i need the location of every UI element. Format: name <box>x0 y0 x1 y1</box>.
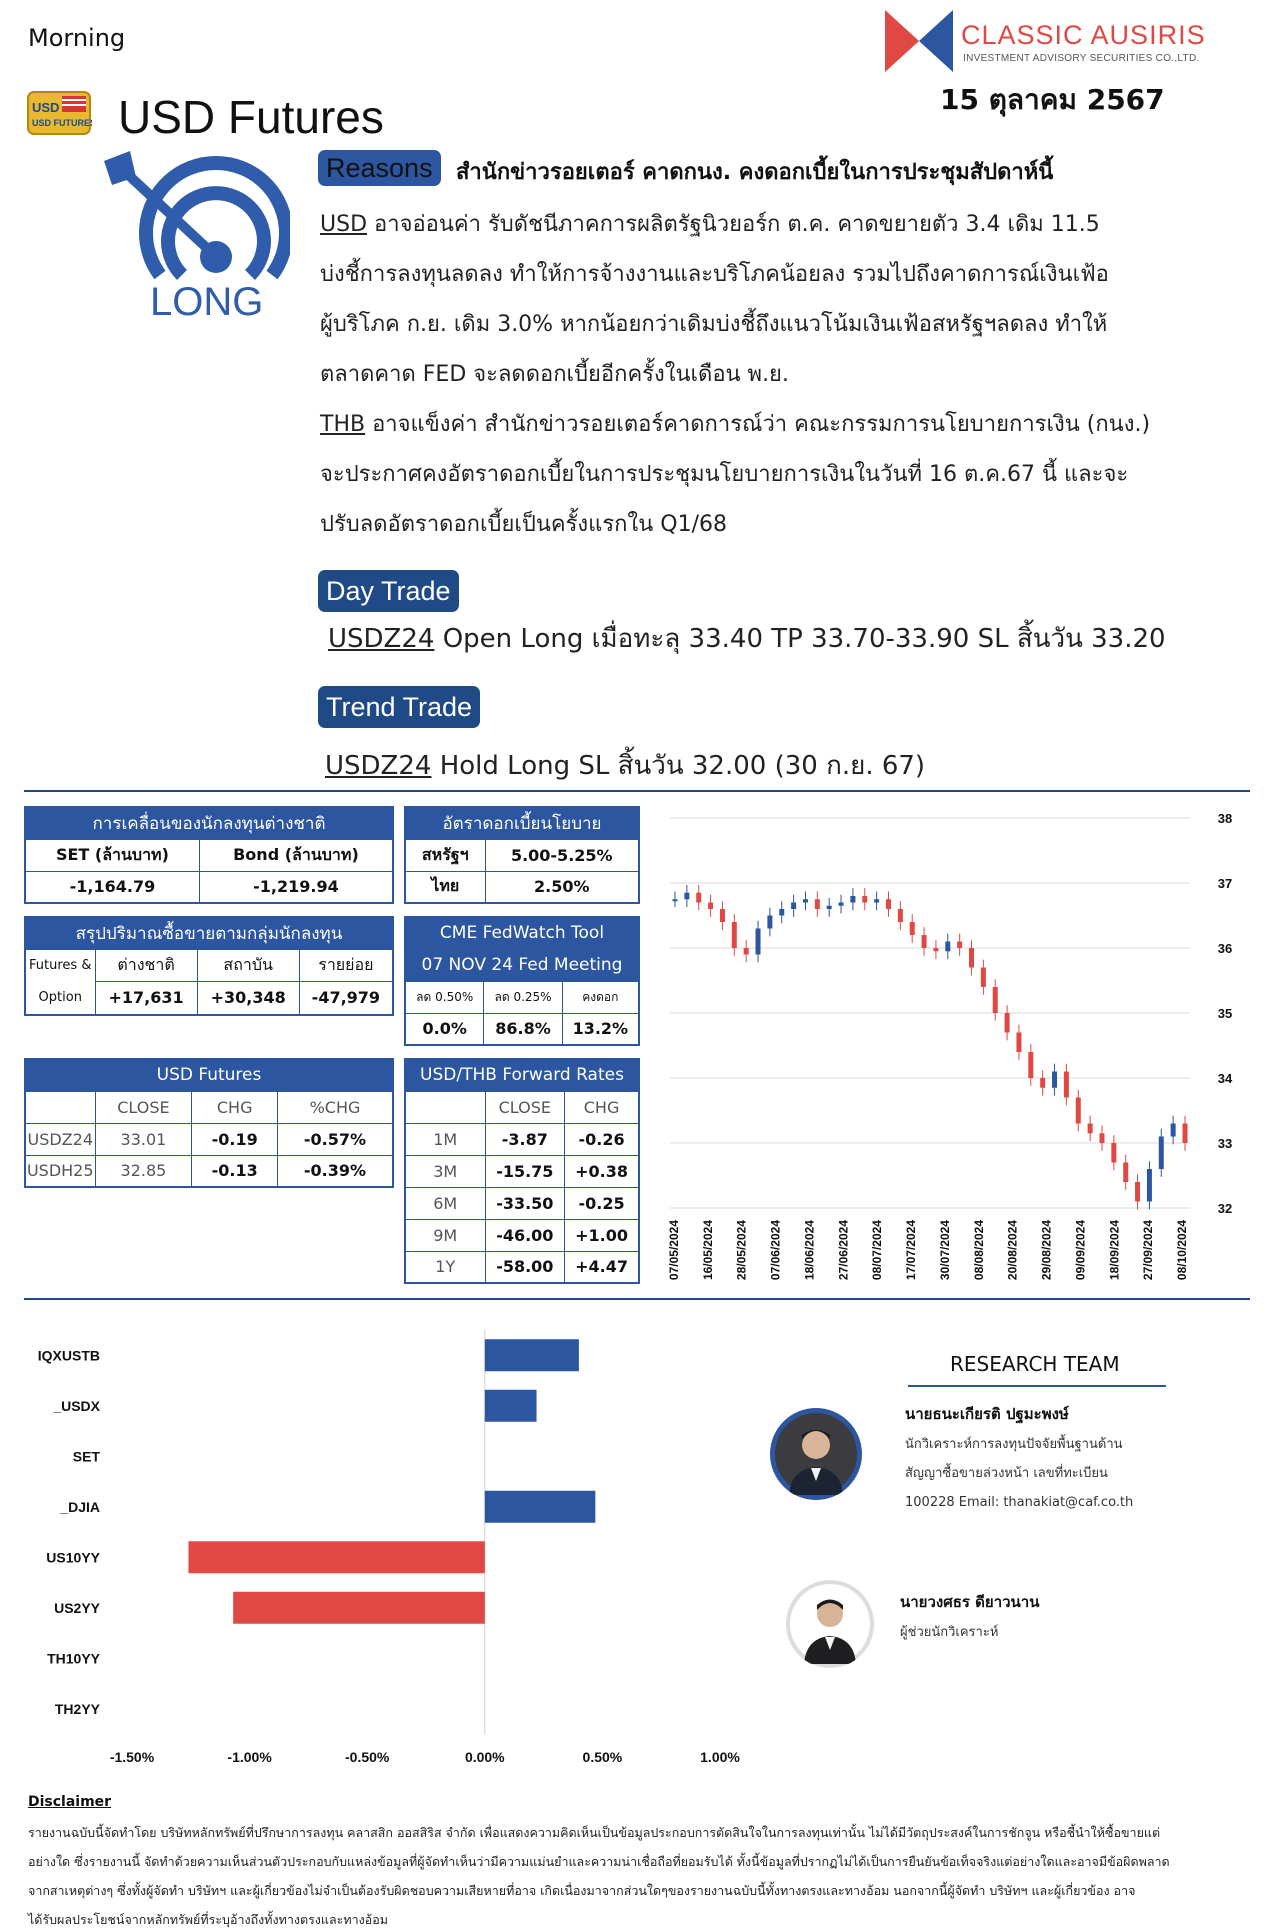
usd-reason-line-1: USD อาจอ่อนค่า รับดัชนีภาคการผลิตรัฐนิวยอร์ก ต.ค. คาดขยายตัว 3.4 เดิม 11.5 <box>320 212 1100 237</box>
usd-reason-line-4: ตลาดคาด FED จะลดดอกเบี้ยอีกครั้งในเดือน พ.ย. <box>320 362 789 387</box>
candle-body <box>1005 1013 1010 1033</box>
person-photo-icon <box>790 1584 870 1664</box>
forward-rates-chg: +1.00 <box>565 1219 639 1251</box>
foreign-flow-title: การเคลื่อนของนักลงทุนต่างชาติ <box>25 807 393 839</box>
policy-rate-th-value: 2.50% <box>485 871 639 903</box>
y-tick-label: 33 <box>1217 1136 1233 1151</box>
x-tick-label: 27/09/2024 <box>1141 1220 1156 1281</box>
y-tick-label: 32 <box>1217 1201 1233 1216</box>
candle-body <box>1064 1072 1069 1098</box>
fedwatch-title: CME FedWatch Tool <box>405 917 639 949</box>
x-tick-label: 29/08/2024 <box>1039 1220 1054 1281</box>
investor-summary-retail-value: -47,979 <box>299 982 393 1015</box>
usd-futures-row-name: USDH25 <box>25 1155 95 1187</box>
usd-futures-header-close: CLOSE <box>95 1091 192 1123</box>
x-tick-label: 08/10/2024 <box>1175 1220 1189 1281</box>
table-row <box>25 1155 393 1187</box>
table-row <box>25 1123 393 1155</box>
candle-body <box>803 899 808 902</box>
forward-rates-chg: -0.26 <box>565 1123 639 1155</box>
candle-body <box>1111 1143 1116 1163</box>
reasons-headline: สำนักข่าวรอยเตอร์ คาดกนง. คงดอกเบี้ยในการประชุมสัปดาห์นี้ <box>456 160 1054 185</box>
section-divider-bottom <box>24 1298 1250 1300</box>
fedwatch-hold-value: 13.2% <box>562 1013 639 1045</box>
candle-body <box>933 948 938 951</box>
x-tick-label: 18/06/2024 <box>802 1220 817 1281</box>
candle-body <box>945 942 950 952</box>
candle-body <box>815 899 820 909</box>
forward-rates-close: -3.87 <box>485 1123 565 1155</box>
candle-body <box>827 906 832 909</box>
candle-body <box>696 893 701 903</box>
table-row <box>405 1155 639 1187</box>
bar-category-label: US2YY <box>54 1599 100 1616</box>
thb-reason-line-2: จะประกาศคงอัตราดอกเบี้ยในการประชุมนโยบายการเงินในวันที่ 16 ต.ค.67 นี้ และจะ <box>320 462 1129 487</box>
forward-rates-tenor: 1Y <box>405 1251 485 1283</box>
policy-rate-table <box>404 806 640 904</box>
candle-body <box>839 903 844 906</box>
researcher-1-desc-2: สัญญาซื้อขายล่วงหน้า เลขที่ทะเบียน <box>905 1466 1108 1481</box>
candle-body <box>1135 1182 1140 1202</box>
forward-rates-header-close: CLOSE <box>485 1091 565 1123</box>
x-tick-label: -0.50% <box>345 1749 390 1765</box>
investor-summary-col-retail: รายย่อย <box>299 949 393 982</box>
bar-category-label: _DJIA <box>60 1498 100 1515</box>
page-title: USD Futures <box>118 91 384 143</box>
research-team-underline <box>908 1385 1166 1387</box>
candle-body <box>708 903 713 910</box>
forward-rates-tenor: 6M <box>405 1187 485 1219</box>
usd-reason-line-3: ผู้บริโภค ก.ย. เดิม 3.0% หากน้อยกว่าเดิมบ่งชี้ถึงแนวโน้มเงินเฟ้อสหรัฐฯลดลง ทำให้ <box>320 312 1108 337</box>
table-row <box>405 1251 639 1283</box>
x-tick-label: -1.00% <box>227 1749 272 1765</box>
usd-reason-line-2: บ่งชี้การลงทุนลดลง ทำให้การจ้างงานและบริโภคน้อยลง รวมไปถึงคาดการณ์เงินเฟ้อ <box>320 262 1109 287</box>
svg-text:USD FUTURES: USD FUTURES <box>32 118 92 128</box>
researcher-1-desc-1: นักวิเคราะห์การลงทุนปัจจัยพื้นฐานด้าน <box>905 1437 1123 1452</box>
candle-body <box>732 922 737 948</box>
forward-rates-close: -46.00 <box>485 1219 565 1251</box>
candle-body <box>673 899 678 901</box>
usdthb-price-chart <box>660 798 1250 1303</box>
trend-trade-line: USDZ24 Hold Long SL สิ้นวัน 32.00 (30 ก.ย. 67) <box>325 751 926 781</box>
candle-body <box>898 909 903 922</box>
investor-summary-institution-value: +30,348 <box>197 982 299 1015</box>
policy-rate-title: อัตราดอกเบี้ยนโยบาย <box>405 807 639 839</box>
y-tick-label: 35 <box>1217 1006 1233 1021</box>
candle-body <box>993 987 998 1013</box>
foreign-flow-col-bond: Bond (ล้านบาท) <box>199 839 393 871</box>
disclaimer-text: รายงานฉบับนี้จัดทำโดย บริษัทหลักทรัพย์ที่ปรึกษาการลงทุน คลาสสิก ออสสิริส จำกัด เพื่อแสดงความคิดเห็นเป็นข้อมูลประกอบการตัดสินใจในการลงทุนเท่านั้น ไม่ได้มีวัตถุประสงค์ในการชักจูน หรือชี้นำให้ซื้อขายแต่ อย่างใด ซึ่งรายงานนี้ จัดทำด้วยความเห็นส่วนตัวประกอบกับแหล่งข้อมูลที่ผู้จัดทำเห็นว่ามีความแม่นยำและความน่าเชื่อถือที่ยอมรับได้ ทั้งนี้ข้อมูลที่ปรากฏไม่ได้เป็นการยืนยันข้อเท็จจริงแต่อย่างใดและอาจมีข้อผิดพลาด จากสาเหตุต่างๆ ซึ่งทั้งผู้จัดทำ บริษัทฯ และผู้เกี่ยวข้องไม่จำเป็นต้องรับผิดชอบความเสียหายที่อาจ เกิดเนื่องมาจากส่วนใดๆของรายงานฉบับนี้ทั้งทางตรงและทางอ้อม นอกจากนี้ผู้จัดทำ บริษัทฯ และผู้เกี่ยวข้อง อาจ ได้รับผลประโยชน์จากหลักทรัพย์ที่ระบุอ้างถึงทั้งทางตรงและทางอ้อม <box>28 1825 1170 1927</box>
fedwatch-cut-50-value: 0.0% <box>405 1013 484 1045</box>
x-tick-label: 07/05/2024 <box>667 1220 681 1281</box>
x-tick-label: 28/05/2024 <box>734 1220 749 1281</box>
policy-rate-th-label: ไทย <box>405 871 485 903</box>
candle-body <box>886 899 891 909</box>
trend-trade-symbol: USDZ24 <box>325 751 432 781</box>
avatar <box>786 1580 874 1668</box>
forward-rates-table <box>404 1058 640 1284</box>
candle-body <box>684 893 689 900</box>
day-trade-label: Day Trade <box>318 570 459 612</box>
candle-body <box>779 909 784 916</box>
person-photo-icon <box>775 1413 857 1495</box>
x-tick-label: 0.00% <box>464 1749 505 1765</box>
usd-futures-row-name: USDZ24 <box>25 1123 95 1155</box>
day-trade-symbol: USDZ24 <box>328 624 435 654</box>
usd-futures-header-blank <box>25 1091 95 1123</box>
candle-body <box>850 896 855 903</box>
table-row <box>405 1187 639 1219</box>
forward-rates-header-chg: CHG <box>565 1091 639 1123</box>
usd-futures-row-chg: -0.19 <box>192 1123 278 1155</box>
usd-futures-table-title: USD Futures <box>25 1059 393 1091</box>
foreign-flow-set-value: -1,164.79 <box>25 871 199 903</box>
fedwatch-col-hold: คงดอก <box>562 981 639 1013</box>
avatar <box>770 1408 862 1500</box>
investor-summary-col-institution: สถาบัน <box>197 949 299 982</box>
forward-rates-close: -33.50 <box>485 1187 565 1219</box>
company-logo <box>885 8 1225 78</box>
usd-tag: USD <box>320 212 368 237</box>
bar-category-label: TH10YY <box>47 1650 100 1667</box>
investor-summary-title: สรุปปริมาณซื้อขายตามกลุ่มนักลงทุน <box>25 917 393 949</box>
candle-body <box>1028 1052 1033 1078</box>
candle-body <box>957 942 962 949</box>
policy-rate-us-value: 5.00-5.25% <box>485 839 639 871</box>
foreign-flow-table <box>24 806 394 904</box>
forward-rates-header-blank <box>405 1091 485 1123</box>
candle-body <box>791 903 796 910</box>
y-tick-label: 34 <box>1217 1071 1233 1086</box>
bar-category-label: US10YY <box>46 1549 100 1566</box>
usd-futures-row-pct: -0.39% <box>277 1155 393 1187</box>
candle-body <box>910 922 915 935</box>
bar <box>188 1541 484 1573</box>
forward-rates-close: -58.00 <box>485 1251 565 1283</box>
bar <box>485 1491 596 1523</box>
x-tick-label: 09/09/2024 <box>1073 1220 1088 1281</box>
bar-category-label: IQXUSTB <box>37 1347 100 1364</box>
bar-category-label: SET <box>72 1448 100 1465</box>
candle-body <box>862 896 867 903</box>
candle-body <box>1123 1163 1128 1183</box>
section-divider-top <box>24 790 1250 792</box>
usd-futures-header-pct: %CHG <box>277 1091 393 1123</box>
candle-body <box>1099 1133 1104 1143</box>
candle-body <box>1076 1098 1081 1124</box>
x-tick-label: 30/07/2024 <box>937 1220 952 1281</box>
forward-rates-close: -15.75 <box>485 1155 565 1187</box>
bar <box>233 1592 485 1624</box>
fedwatch-table <box>404 916 640 1046</box>
brand-name: CLASSIC AUSIRIS <box>961 20 1206 50</box>
disclaimer-title: Disclaimer <box>28 1794 112 1810</box>
candle-body <box>1088 1124 1093 1134</box>
bar-category-label: TH2YY <box>54 1700 100 1717</box>
usd-futures-row-pct: -0.57% <box>277 1123 393 1155</box>
table-row <box>405 1219 639 1251</box>
logo-mark-icon <box>885 8 955 74</box>
usd-futures-table <box>24 1058 394 1188</box>
usd-futures-badge-icon <box>26 90 92 134</box>
forward-rates-tenor: 3M <box>405 1155 485 1187</box>
session-label: Morning <box>28 24 126 52</box>
forward-rates-chg: +4.47 <box>565 1251 639 1283</box>
researcher-1-name: นายธนะเกียรติ ปฐมะพงษ์ <box>905 1405 1069 1423</box>
candle-body <box>1016 1033 1021 1053</box>
reasons-label: Reasons <box>318 150 441 186</box>
bar <box>485 1339 579 1371</box>
foreign-flow-bond-value: -1,219.94 <box>199 871 393 903</box>
thb-tag: THB <box>320 412 366 437</box>
x-tick-label: 1.00% <box>700 1749 740 1765</box>
candle-body <box>1159 1137 1164 1170</box>
forward-rates-tenor: 9M <box>405 1219 485 1251</box>
bar-category-label: _USDX <box>53 1397 100 1414</box>
forward-rates-chg: +0.38 <box>565 1155 639 1187</box>
x-tick-label: 08/07/2024 <box>870 1220 885 1281</box>
candle-body <box>1147 1169 1152 1202</box>
candle-body <box>969 948 974 968</box>
brand-subtitle: INVESTMENT ADVISORY SECURITIES CO.,LTD. <box>963 53 1200 64</box>
bar <box>485 1390 537 1422</box>
foreign-flow-col-set: SET (ล้านบาท) <box>25 839 199 871</box>
x-tick-label: 16/05/2024 <box>700 1220 715 1281</box>
x-tick-label: -1.50% <box>109 1749 155 1765</box>
x-tick-label: 27/06/2024 <box>836 1220 851 1281</box>
fedwatch-meeting: 07 NOV 24 Fed Meeting <box>405 949 639 981</box>
candle-body <box>1040 1078 1045 1088</box>
investor-summary-row-label: Futures & Option <box>25 949 95 1015</box>
x-tick-label: 18/09/2024 <box>1107 1220 1122 1281</box>
investor-summary-table <box>24 916 394 1016</box>
candle-body <box>1171 1124 1176 1137</box>
x-tick-label: 0.50% <box>582 1749 623 1765</box>
research-team-title: RESEARCH TEAM <box>950 1352 1120 1376</box>
fedwatch-col-cut-25: ลด 0.25% <box>484 981 562 1013</box>
researcher-1-email: 100228 Email: thanakiat@caf.co.th <box>905 1495 1134 1510</box>
svg-text:USD: USD <box>32 100 60 115</box>
table-row <box>405 1123 639 1155</box>
policy-rate-us-label: สหรัฐฯ <box>405 839 485 871</box>
y-tick-label: 36 <box>1217 941 1233 956</box>
researcher-2-name: นายวงศธร ดียาวนาน <box>900 1593 1040 1611</box>
investor-summary-col-foreign: ต่างชาติ <box>95 949 197 982</box>
forward-rates-title: USD/THB Forward Rates <box>405 1059 639 1091</box>
candle-body <box>1183 1124 1188 1144</box>
thb-reason-line-3: ปรับลดอัตราดอกเบี้ยเป็นครั้งแรกใน Q1/68 <box>320 512 727 537</box>
trend-trade-label: Trend Trade <box>318 686 480 728</box>
forward-rates-tenor: 1M <box>405 1123 485 1155</box>
x-tick-label: 08/08/2024 <box>971 1220 986 1281</box>
candle-body <box>1052 1072 1057 1088</box>
usd-futures-row-close: 32.85 <box>95 1155 192 1187</box>
candle-body <box>767 916 772 929</box>
candle-body <box>720 909 725 922</box>
candle-body <box>922 935 927 948</box>
researcher-2-desc: ผู้ช่วยนักวิเคราะห์ <box>900 1625 999 1640</box>
signal-label: LONG <box>150 280 264 324</box>
candle-body <box>874 899 879 902</box>
market-change-bar-chart <box>20 1320 740 1770</box>
fedwatch-col-cut-50: ลด 0.50% <box>405 981 484 1013</box>
fedwatch-cut-25-value: 86.8% <box>484 1013 562 1045</box>
y-tick-label: 38 <box>1217 811 1233 826</box>
x-tick-label: 17/07/2024 <box>904 1220 919 1281</box>
usd-futures-row-close: 33.01 <box>95 1123 192 1155</box>
x-tick-label: 07/06/2024 <box>768 1220 783 1281</box>
thb-reason-line-1: THB อาจแข็งค่า สำนักข่าวรอยเตอร์คาดการณ์ว่า คณะกรรมการนโยบายการเงิน (กนง.) <box>320 412 1151 437</box>
forward-rates-chg: -0.25 <box>565 1187 639 1219</box>
report-date: 15 ตุลาคม 2567 <box>940 83 1165 116</box>
candle-body <box>744 948 749 955</box>
day-trade-line: USDZ24 Open Long เมื่อทะลุ 33.40 TP 33.70-33.90 SL สิ้นวัน 33.20 <box>328 624 1166 654</box>
candle-body <box>756 929 761 955</box>
x-tick-label: 20/08/2024 <box>1005 1220 1020 1281</box>
investor-summary-foreign-value: +17,631 <box>95 982 197 1015</box>
usd-futures-row-chg: -0.13 <box>192 1155 278 1187</box>
y-tick-label: 37 <box>1217 876 1233 891</box>
candle-body <box>981 968 986 988</box>
usd-futures-header-chg: CHG <box>192 1091 278 1123</box>
